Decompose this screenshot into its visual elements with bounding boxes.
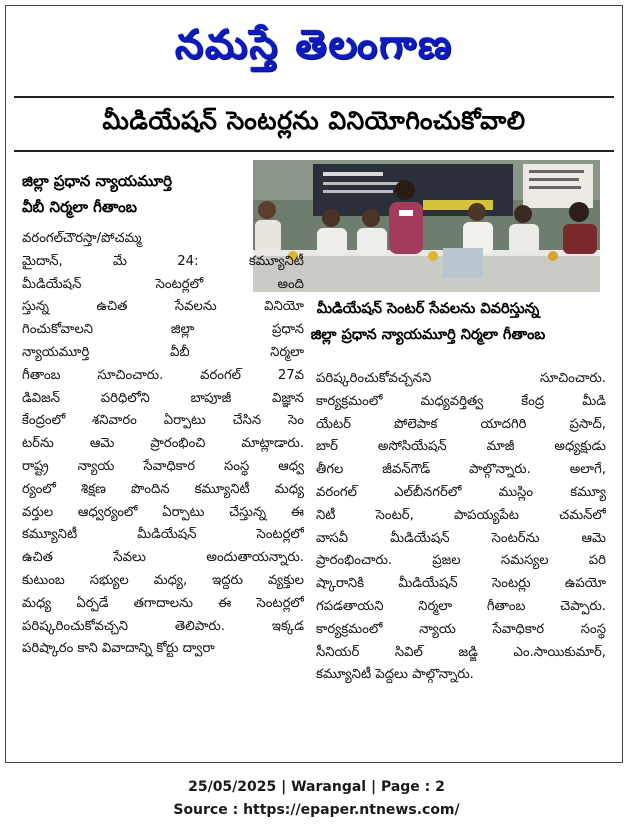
masthead-title: నమస్తే తెలంగాణ xyxy=(174,20,454,68)
subhead-line-2: వీబీ నిర్మలా గీతాంబ xyxy=(22,198,137,216)
article-text-line: కమ్యూనిటీ పెద్దలు పాల్గొన్నారు. xyxy=(316,667,474,683)
article-column-right xyxy=(316,368,606,687)
article-text-line: వరంగల్ ఎల్‌బీనగర్‌లో ముస్లిం కమ్యూ xyxy=(316,484,606,500)
footer-source: Source : https://epaper.ntnews.com/ xyxy=(173,802,460,818)
event-photo-illustration xyxy=(253,160,600,292)
article-text-line: టర్‌ను ఆమె ప్రారంభించి మాట్లాడారు. xyxy=(22,436,304,452)
headline-top-rule xyxy=(14,96,614,98)
article-text-line: పరిష్కరించుకోవచ్చని తెలిపారు. ఇక్కడ xyxy=(22,618,304,634)
article-text-line: వాసవీ మీడియేషన్ సెంటర్‌ను ఆమె xyxy=(316,530,606,546)
article-text-line: కార్యక్రమంలో న్యాయ సేవాధికార సంస్థ xyxy=(316,621,606,637)
article-text-line: కమ్యూనిటీ మీడియేషన్ సెంటర్లలో xyxy=(22,527,304,543)
article-text-line: తీగల జీవన్‌గౌడ్ పాల్గొన్నారు. అలాగే, xyxy=(316,462,606,478)
footer-dateline: 25/05/2025 | Warangal | Page : 2 xyxy=(188,779,445,795)
article-text-line: నిటీ సెంటర్, పాపయ్యపేట చమన్‌లో xyxy=(316,507,606,523)
article-text-line: డివిజన్ పరిధిలోని బాపూజీ విజ్ఞాన xyxy=(22,390,304,406)
article-text-line: బార్ అసోసియేషన్ మాజీ అధ్యక్షుడు xyxy=(316,439,606,455)
subhead-line-1: జిల్లా ప్రధాన న్యాయమూర్తి xyxy=(22,172,172,190)
article-text-line: రాష్ట్ర న్యాయ సేవాధికార సంస్థ ఆధ్వ xyxy=(22,458,304,474)
article-text-line: న్యాయమూర్తి వీబీ నిర్మలా xyxy=(22,344,304,360)
article-text-line: పరిష్కరించుకోవచ్చనని సూచించారు. xyxy=(316,371,606,386)
article-text-line: స్తున్న ఉచిత సేవలను వినియో xyxy=(22,299,304,315)
article-text-line: పరిష్కారం కాని వివాదాన్ని కోర్టు ద్వారా xyxy=(22,641,215,657)
article-text-line: గపడతాయని నిర్మలా గీతాంబ చెప్పారు. xyxy=(316,598,606,614)
article-text-line: గించుకోవాలని జిల్లా ప్రధాన xyxy=(22,322,304,338)
article-text-line: ఉచిత సేవలు అందుతాయన్నారు. xyxy=(22,550,304,566)
photo-caption-line: మీడియేషన్ సెంటర్ సేవలను వివరిస్తున్న xyxy=(316,301,540,317)
article-text-line: మధ్య ఏర్పడే తగాదాలను ఈ సెంటర్లలో xyxy=(22,595,304,611)
photo-caption xyxy=(253,296,603,348)
article-text-line: వరంగల్‌చౌరస్తా/పోచమ్మ xyxy=(22,231,142,246)
article-column-left xyxy=(22,228,304,661)
article-text-line: మీడియేషన్ సెంటర్లలో అంది xyxy=(22,276,304,292)
article-text-line: ర్యంలో శిక్షణ పొందిన కమ్యూనిటీ మధ్య xyxy=(22,481,304,497)
event-photo xyxy=(253,160,600,292)
article-text-line: కుటుంబ సభ్యుల మధ్య, ఇద్దరు వ్యక్తుల xyxy=(22,572,304,588)
article-text-line: గీతాంబ సూచించారు. వరంగల్ 27వ xyxy=(22,367,304,383)
article-text-line: మైదాన్, మే 24: కమ్యూనిటీ xyxy=(22,253,304,269)
headline-bottom-rule xyxy=(14,150,614,152)
masthead xyxy=(10,10,618,88)
article-text-line: ష్కారానికి మీడియేషన్ సెంటర్లు ఉపయో xyxy=(316,576,606,592)
photo-caption-line: జిల్లా ప్రధాన న్యాయమూర్తి నిర్మలా గీతాంబ xyxy=(310,327,546,343)
article-text-line: వర్తుల ఆధ్వర్యంలో ఏర్పాటు చేస్తున్న ఈ xyxy=(22,504,304,520)
article-text-line: యేటర్ పోలెపాక యాదగిరి ప్రసాద్, xyxy=(316,416,606,432)
article-text-line: కేంద్రంలో శనివారం ఏర్పాటు చేసిన సెం xyxy=(22,413,304,429)
article-text-line: కార్యక్రమంలో మధ్యవర్తిత్వ కేంద్ర మీడి xyxy=(316,393,606,409)
article-text-line: సీనియర్ సివిల్ జడ్జి ఎం.సాయికుమార్, xyxy=(316,644,606,660)
article-text-line: ప్రారంభించారు. ప్రజల సమస్యల పరి xyxy=(316,553,606,569)
article-headline: మీడియేషన్ సెంటర్లను వినియోగించుకోవాలి xyxy=(102,106,526,135)
